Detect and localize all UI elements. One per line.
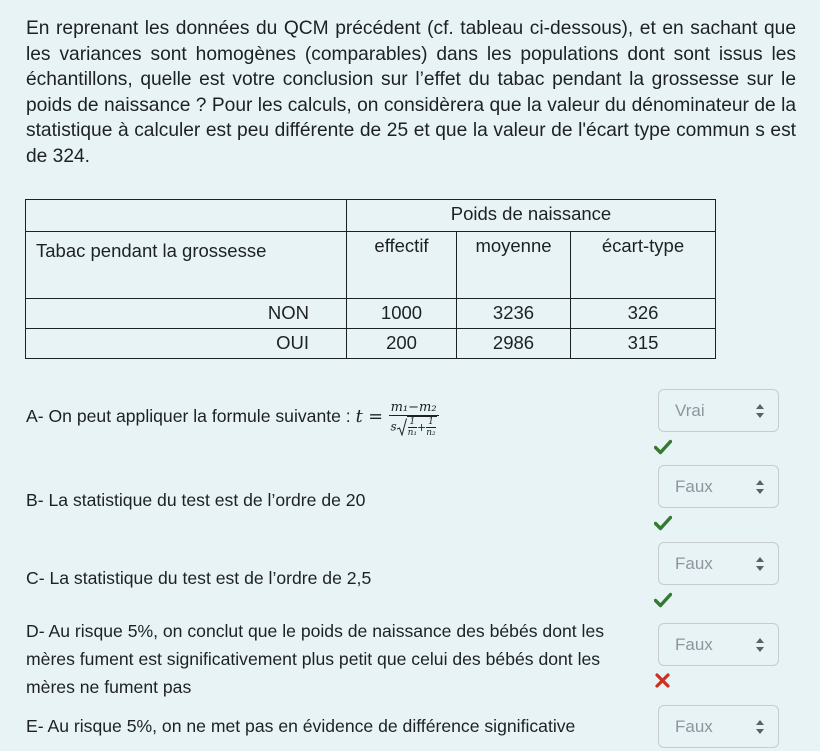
cross-icon [655,673,670,688]
formula-one: 1 [409,417,416,427]
table-row [26,329,716,359]
formula-mini-frac [408,417,417,438]
item-c: C- La statistique du test est de l’ordre de 2,5 [26,568,372,588]
item-d: D- Au risque 5%, on conclut que le poids de naissance des bébés dont les mères fument est significativement plus petit que celui des bébés dont les mères ne fument pas [26,621,605,697]
row-label: OUI [26,329,347,359]
answer-select-value: Vrai [675,401,705,420]
item-a-label: A- On peut appliquer la formule suivante : [26,406,351,426]
check-icon [654,439,672,455]
table-cell: 326 [571,299,716,329]
answer-select-a[interactable] [658,389,779,432]
table-cell: 3236 [457,299,571,329]
select-arrows-icon [755,402,765,420]
answer-select-b[interactable] [658,465,779,508]
question-text: En reprenant les données du QCM précédent (cf. tableau ci-dessous), et en sachant que les variances sont homogènes (comparables) dans les populations dont sont issus les échantillons, quelle est votre conclusion sur l’effet du tabac pendant la grossesse sur le poids de naissance ? Pour les calculs, on considèrera que la valeur du dénominateur de la statistique à calculer est peu différente de 25 et que la valeur de l'écart type commun s est de 324. [26,18,796,167]
check-icon [654,592,672,608]
answer-select-value: Faux [675,635,713,654]
answer-select-d[interactable] [658,623,779,666]
answer-select-value: Faux [675,477,713,496]
formula-n1: n₁ [407,428,418,438]
check-icon [654,515,672,531]
select-arrows-icon [755,555,765,573]
item-a [26,398,439,436]
formula [355,400,439,438]
select-arrows-icon [755,718,765,736]
column-header-moyenne: moyenne [457,232,571,299]
table-empty-cell [26,200,347,232]
select-arrows-icon [755,636,765,654]
answer-select-c[interactable] [658,542,779,585]
table-cell: 2986 [457,329,571,359]
item-b: B- La statistique du test est de l’ordre de 20 [26,490,366,510]
table-cell: 200 [347,329,457,359]
row-header: Tabac pendant la grossesse [26,232,347,299]
formula-n2: n₂ [426,428,436,438]
answer-select-value: Faux [675,717,713,736]
column-header-effectif: effectif [347,232,457,299]
answer-select-value: Faux [675,554,713,573]
data-table [25,199,716,359]
formula-one: 1 [428,417,434,427]
item-e: E- Au risque 5%, on ne met pas en évidence de différence significative [26,716,576,736]
formula-numerator: m₁−m₂ [390,400,437,415]
row-label: NON [26,299,347,329]
group-header: Poids de naissance [347,200,716,232]
formula-mini-frac [426,417,435,438]
formula-lhs: t = [355,407,383,427]
table-row [26,299,716,329]
formula-plus: + [417,421,427,434]
answer-select-e[interactable] [658,705,779,748]
table-cell: 315 [571,329,716,359]
formula-denominator [389,416,439,438]
select-arrows-icon [755,478,765,496]
formula-radicand [407,416,437,438]
sqrt-icon [397,418,407,436]
table-cell: 1000 [347,299,457,329]
formula-s: s [390,419,397,434]
column-header-ecart-type: écart-type [571,232,716,299]
formula-fraction [389,400,439,438]
